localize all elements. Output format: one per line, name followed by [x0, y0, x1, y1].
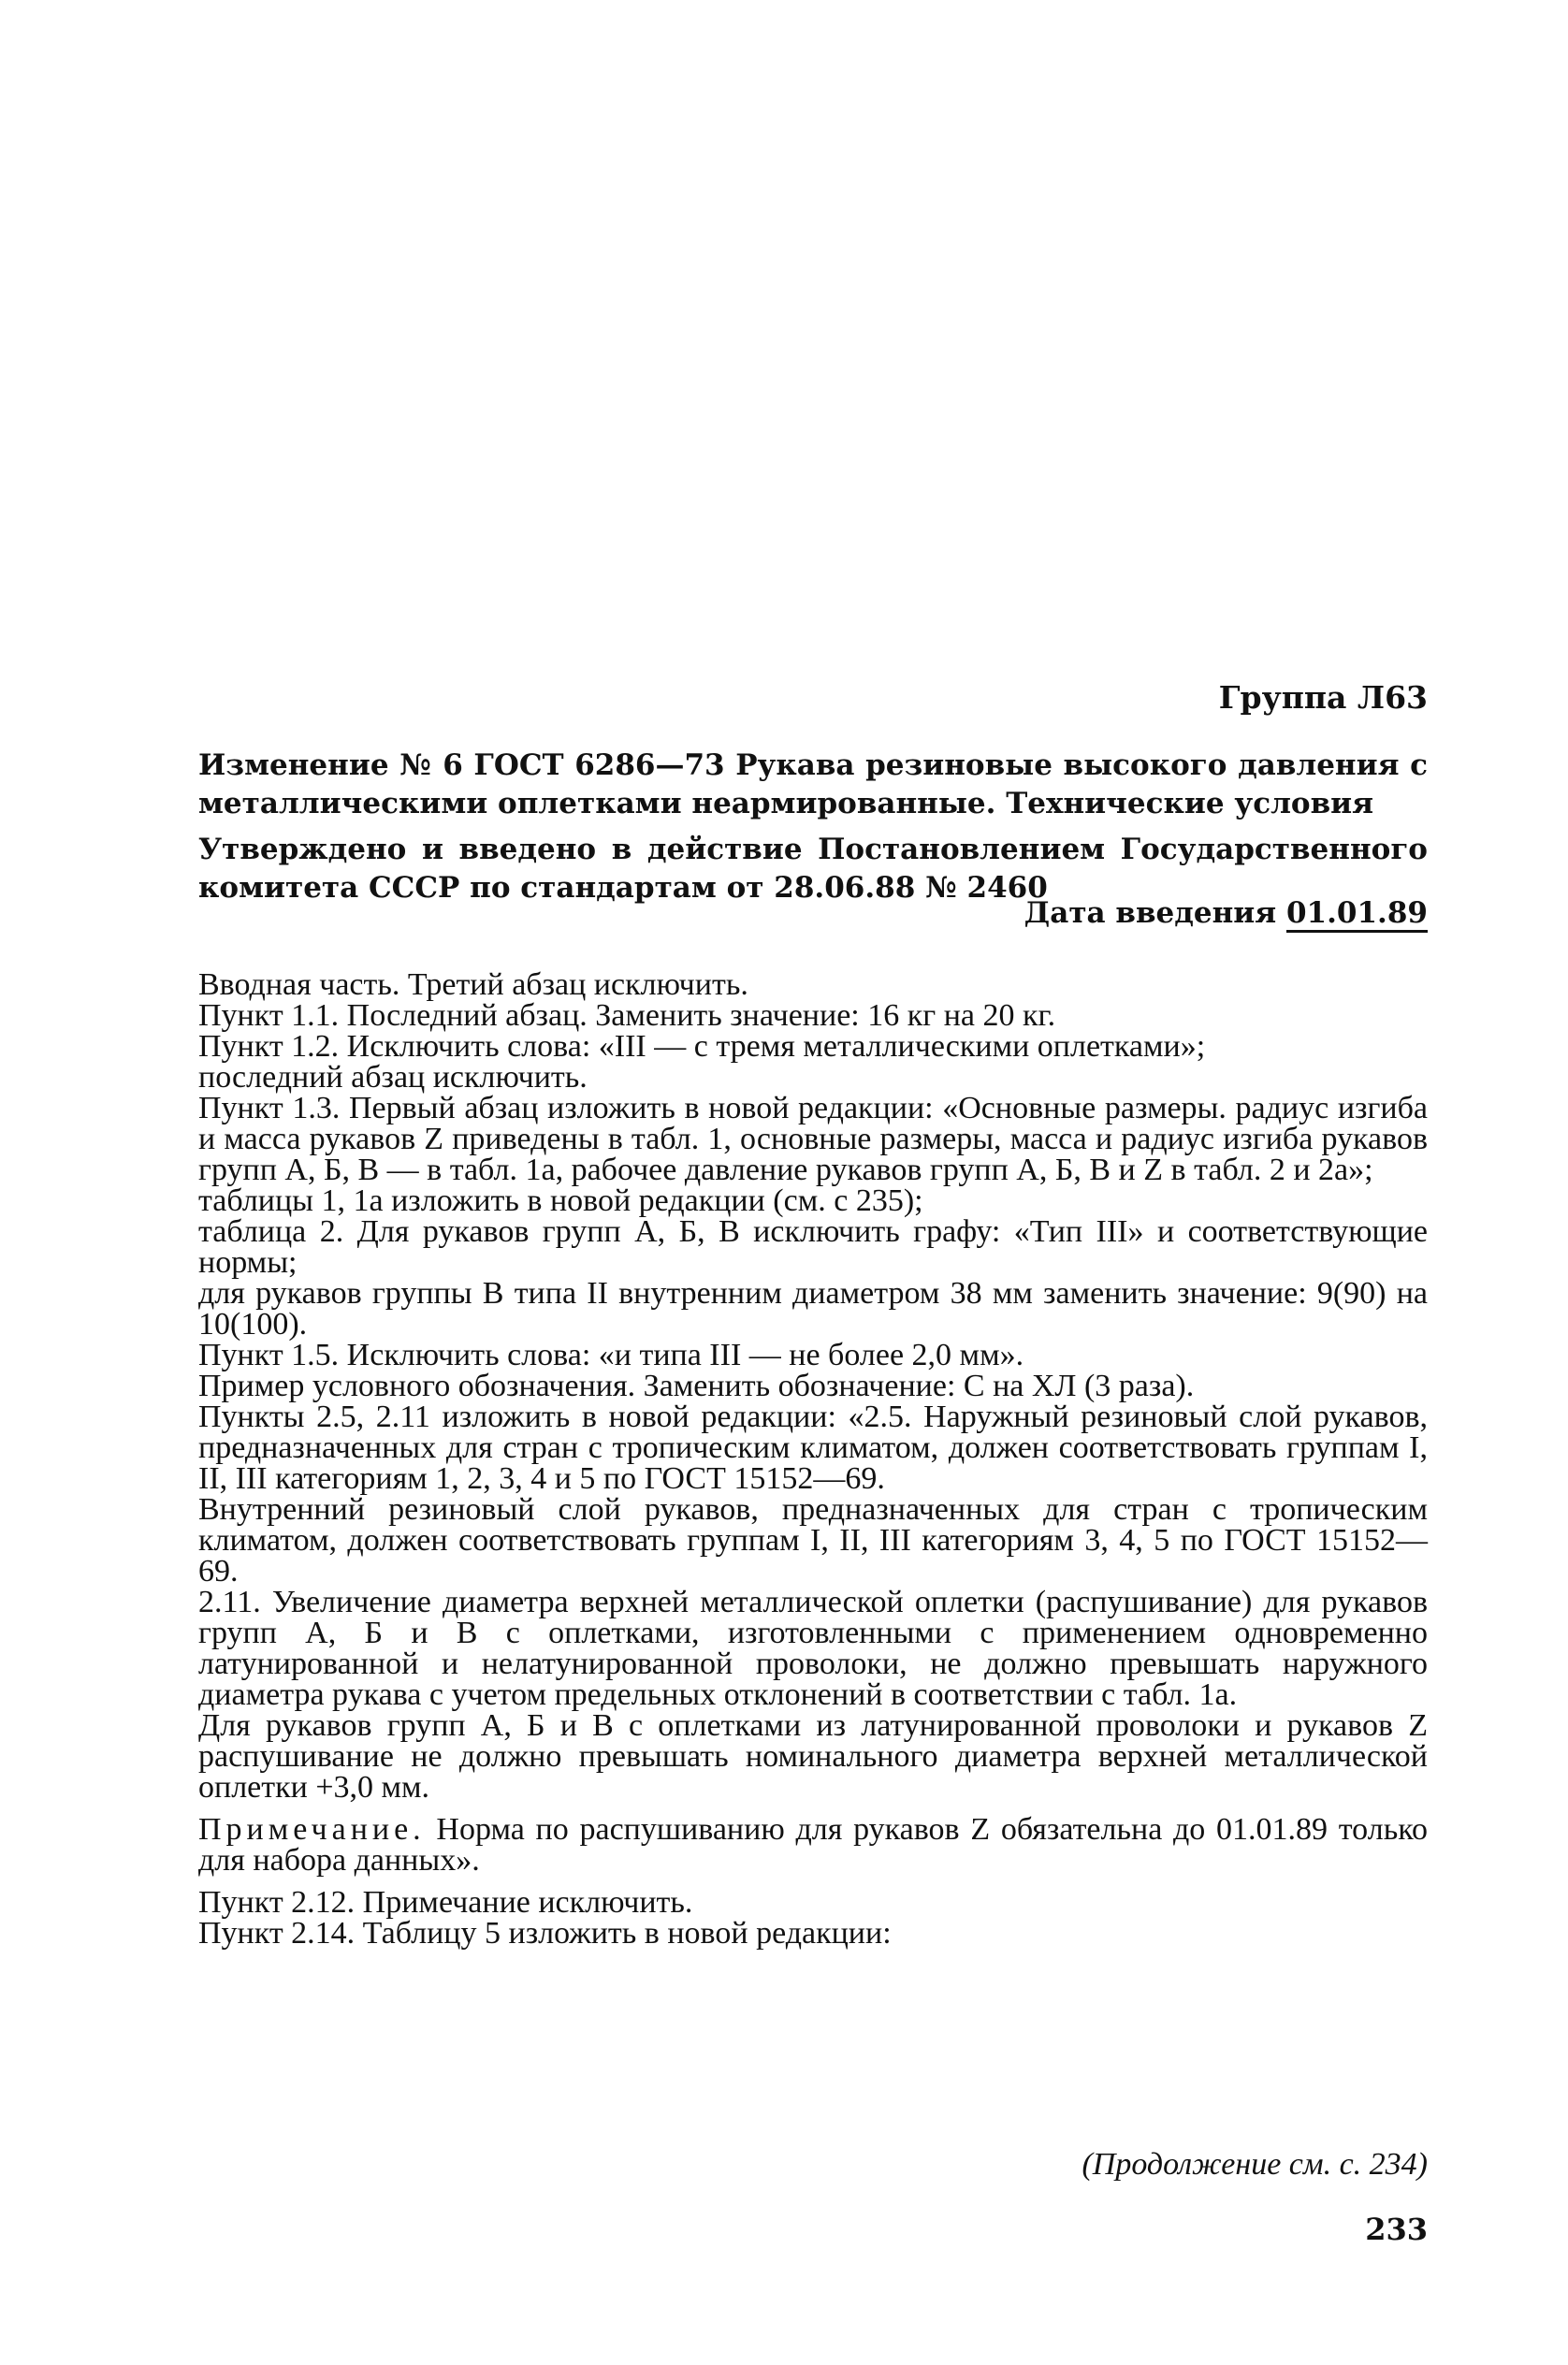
paragraph: Пункт 1.1. Последний абзац. Заменить значение: 16 кг на 20 кг. [198, 998, 1056, 1033]
introduction-date-label: Дата введения [1024, 896, 1277, 930]
paragraph: таблица 2. Для рукавов групп А, Б, В исключить графу: «Тип III» и соответствующие нормы; [198, 1214, 1428, 1280]
paragraph: Пункт 2.14. Таблицу 5 изложить в новой редакции: [198, 1916, 892, 1951]
paragraph: Пункт 1.5. Исключить слова: «и типа III — не более 2,0 мм». [198, 1338, 1024, 1372]
approval-statement: Утверждено и введено в действие Постановлением Государственного комитета СССР по стандартам от 28.06.88 № 2460 [198, 833, 1428, 905]
amendment-title: Изменение № 6 ГОСТ 6286—73 Рукава резиновые высокого давления с металлическими оплетками неармированные. Технические условия [198, 748, 1428, 820]
page-number: 233 [1365, 2212, 1428, 2247]
amendment-body [198, 969, 1428, 1949]
paragraph: Пример условного обозначения. Заменить обозначение: С на ХЛ (3 раза). [198, 1369, 1195, 1403]
paragraph: Пункт 1.2. Исключить слова: «III — с тремя металлическими оплетками»; [198, 1029, 1206, 1064]
note-label: Примечание. [198, 1812, 426, 1847]
group-code: Группа Л63 [1218, 679, 1428, 716]
introduction-date [1024, 896, 1428, 930]
paragraph: Пункты 2.5, 2.11 изложить в новой редакции: «2.5. Наружный резиновый слой рукавов, предназначенных для стран с тропическим климатом, должен соответствовать группам I, II, III категориям 1, 2, 3, 4 и 5 по ГОСТ 15152—69. [198, 1400, 1428, 1496]
paragraph: для рукавов группы В типа II внутренним диаметром 38 мм заменить значение: 9(90) на 10(100). [198, 1276, 1428, 1342]
continuation-note: (Продолжение см. с. 234) [1082, 2147, 1428, 2182]
paragraph: Пункт 1.3. Первый абзац изложить в новой редакции: «Основные размеры. радиус изгиба и масса рукавов Z приведены в табл. 1, основные размеры, масса и радиус изгиба рукавов групп А, Б, В — в табл. 1а, рабочее давление рукавов групп А, Б, В и Z в табл. 2 и 2а»; [198, 1091, 1428, 1187]
paragraph: последний абзац исключить. [198, 1060, 588, 1095]
paragraph: Внутренний резиновый слой рукавов, предназначенных для стран с тропическим климатом, должен соответствовать группам I, II, III категориям 3, 4, 5 по ГОСТ 15152—69. [198, 1492, 1428, 1589]
introduction-date-value: 01.01.89 [1285, 896, 1428, 930]
note-text: Норма по распушиванию для рукавов Z обязательна до 01.01.89 только для набора данных». [198, 1812, 1428, 1878]
paragraph: Пункт 2.12. Примечание исключить. [198, 1885, 693, 1920]
paragraph: таблицы 1, 1а изложить в новой редакции (см. с 235); [198, 1183, 923, 1218]
paragraph: Вводная часть. Третий абзац исключить. [198, 967, 748, 1002]
note-paragraph [198, 1814, 1428, 1876]
paragraph: 2.11. Увеличение диаметра верхней металлической оплетки (распушивание) для рукавов групп А, Б и В с оплетками, изготовленными с применением одновременно латунированной и нелатунированной проволоки, не должно превышать наружного диаметра рукава с учетом предельных отклонений в соответствии с табл. 1а. [198, 1585, 1428, 1712]
paragraph: Для рукавов групп А, Б и В с оплетками из латунированной проволоки и рукавов Z распушивание не должно превышать номинального диаметра верхней металлической оплетки +3,0 мм. [198, 1708, 1428, 1805]
